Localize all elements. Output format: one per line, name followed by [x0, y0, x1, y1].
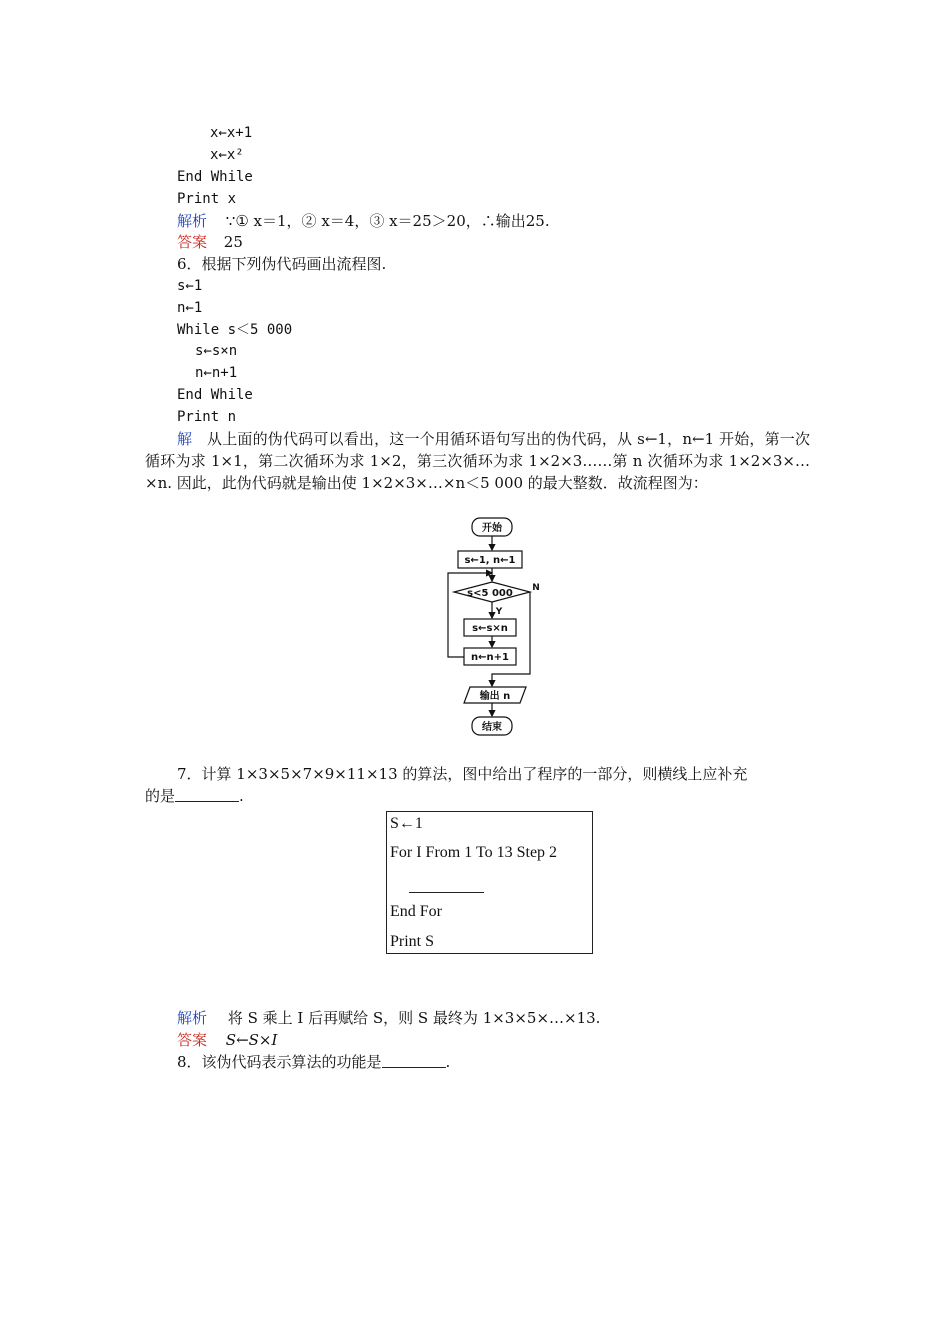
- analysis-label: 解析: [177, 212, 208, 230]
- init-label: s←1, n←1: [464, 555, 516, 566]
- question-6: 6．根据下列伪代码画出流程图.: [177, 255, 387, 273]
- code-line: Print n: [177, 409, 237, 425]
- code-line: For I From 1 To 13 Step 2: [390, 844, 558, 861]
- code-line: x←x²: [210, 147, 244, 163]
- condition-label: s<5 000: [467, 588, 513, 599]
- fill-in-blank: [409, 892, 484, 893]
- solution-paragraph: [145, 428, 810, 494]
- code-line: s←1: [177, 278, 203, 294]
- solution-text: 从上面的伪代码可以看出，这一个用循环语句写出的伪代码，从 s←1，n←1 开始，第一次循环为求 1×1，第二次循环为求 1×2，第三次循环为求 1×2×3……第 n 次循环为求 1×2×3×…×n. 因此，此伪代码就是输出使 1×2×3×…×n＜5 000 的最大整数．故流程图为：: [145, 430, 810, 492]
- output-label: 输出 n: [479, 691, 511, 702]
- answer-text: S←S×I: [225, 1031, 278, 1049]
- yes-label: Y: [495, 607, 503, 617]
- solution-label: 解: [177, 430, 193, 448]
- question-8: 8．该伪代码表示算法的功能是 .: [177, 1053, 451, 1071]
- end-label: 结束: [482, 722, 502, 733]
- code-line: s←s×n: [195, 343, 238, 359]
- question-7-text: 的是: [145, 787, 176, 805]
- analysis-line: [177, 211, 550, 231]
- answer-line: [177, 1030, 277, 1050]
- step2-label: n←n+1: [471, 652, 509, 663]
- analysis-text: ∵① x＝1，② x＝4，③ x＝25＞20，∴输出25.: [225, 212, 550, 230]
- flowchart: [440, 510, 570, 742]
- step1-label: s←s×n: [472, 623, 508, 634]
- code-line: n←n+1: [195, 365, 238, 381]
- question-8-text: 8．该伪代码表示算法的功能是: [177, 1053, 382, 1071]
- code-line: Print x: [177, 191, 237, 207]
- answer-blank: [175, 787, 239, 802]
- start-label: 开始: [482, 523, 502, 534]
- code-line: Print S: [390, 933, 435, 950]
- code-line: x←x+1: [210, 125, 253, 141]
- question-7-line1: 7．计算 1×3×5×7×9×11×13 的算法，图中给出了程序的一部分，则横线上应补充: [177, 765, 748, 783]
- code-line: S←1: [390, 815, 423, 832]
- question-7-line2: 的是 .: [145, 787, 244, 805]
- code-line: End While: [177, 169, 253, 185]
- analysis-label: 解析: [177, 1009, 208, 1027]
- code-line: n←1: [177, 300, 203, 316]
- analysis-text: 将 S 乘上 I 后再赋给 S，则 S 最终为 1×3×5×…×13.: [227, 1009, 601, 1027]
- answer-label: 答案: [177, 1031, 208, 1049]
- answer-line: [177, 232, 243, 252]
- no-label: N: [532, 583, 540, 593]
- answer-label: 答案: [177, 233, 208, 251]
- code-line: While s＜5 000: [177, 322, 293, 338]
- analysis-line: [177, 1008, 600, 1028]
- code-line: End While: [177, 387, 253, 403]
- answer-blank: [382, 1053, 446, 1068]
- code-box: [386, 811, 593, 954]
- code-line: End For: [390, 903, 442, 920]
- answer-text: 25: [223, 233, 243, 251]
